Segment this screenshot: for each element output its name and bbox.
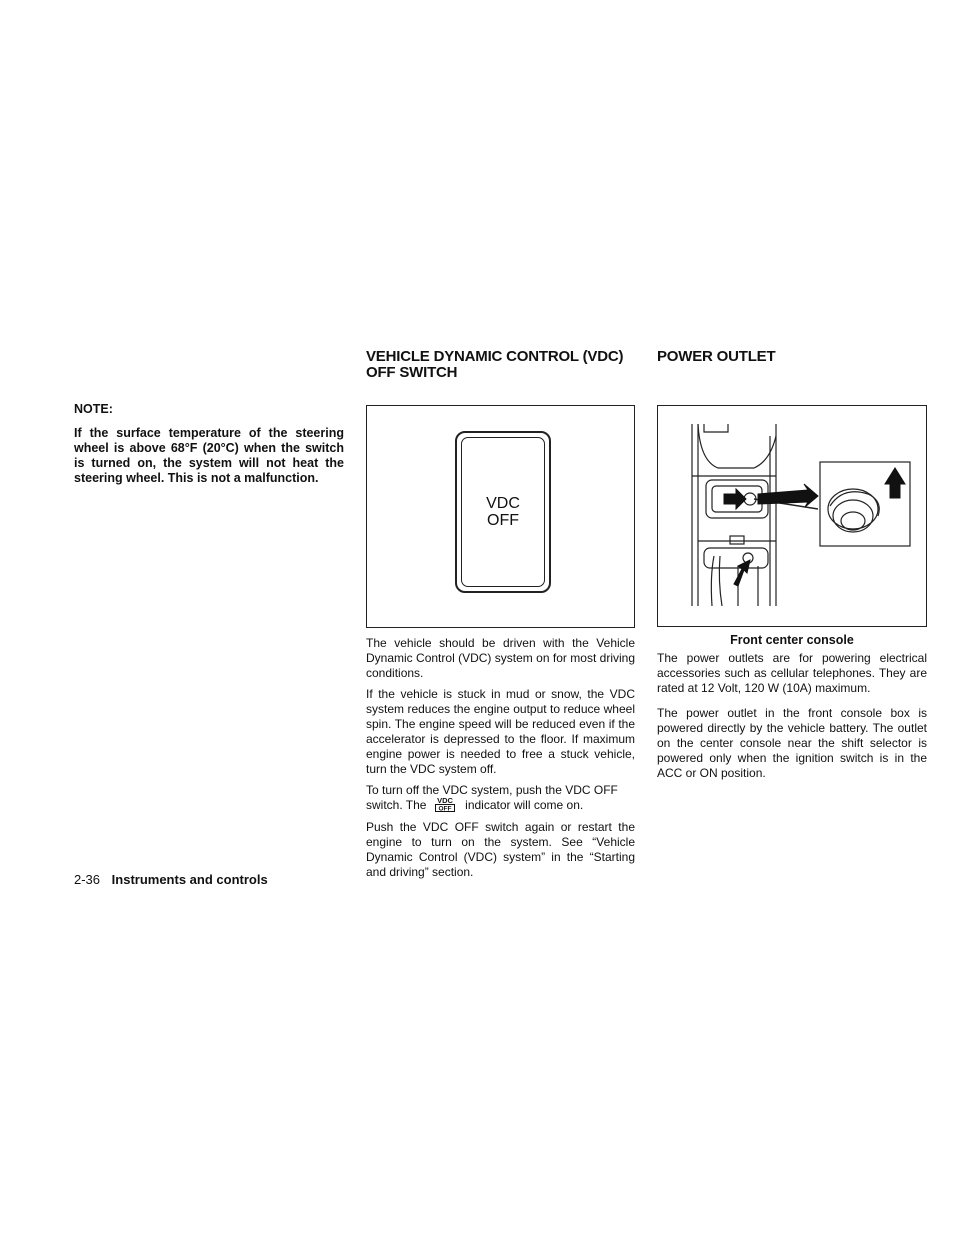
page-number: 2-36: [74, 872, 101, 887]
vdc-paragraph-3: [366, 783, 635, 814]
vdc-column: [366, 349, 635, 886]
vdc-switch-figure: [366, 405, 635, 628]
console-illustration: [658, 406, 926, 626]
vdc-heading-line2: OFF SWITCH: [366, 364, 458, 381]
vdc-switch-label-line1: VDC: [486, 495, 520, 512]
vdc-off-indicator-icon-top: VDC: [436, 796, 453, 805]
vdc-heading-line1: VEHICLE DYNAMIC CONTROL (VDC): [366, 348, 624, 365]
vdc-off-switch-illustration: [455, 431, 551, 593]
vdc-off-indicator-icon-bottom: OFF: [438, 805, 452, 812]
power-paragraph-1: The power outlets are for powering electrical accessories such as cellular telephones. They are rated at 12 Volt, 120 W (10A) maximum.: [657, 651, 927, 695]
power-paragraph-2: The power outlet in the front console box is powered directly by the vehicle battery. The outlet on the center console near the shift selector is powered only when the ignition switch is in the ACC or ON position.: [657, 706, 927, 780]
vdc-paragraph-2: If the vehicle is stuck in mud or snow, the VDC system reduces the engine output to reduce wheel spin. The engine speed will be reduced even if the accelerator is depressed to the floor. If maximum engine power is needed to free a stuck vehicle, turn the VDC system off.: [366, 687, 635, 776]
power-outlet-figure: [657, 405, 927, 627]
note-body: If the surface temperature of the steering wheel is above 68°F (20°C) when the switch is turned on, the system will not heat the steering wheel. This is not a malfunction.: [74, 426, 344, 485]
vdc-paragraph-3-after-icon: indicator will come on.: [465, 798, 584, 813]
vdc-switch-label: [457, 495, 549, 529]
power-outlet-heading: POWER OUTLET: [657, 348, 776, 365]
vdc-heading: [366, 349, 635, 383]
note-title: NOTE:: [74, 402, 113, 416]
vdc-switch-label-line2: OFF: [487, 512, 519, 529]
vdc-paragraph-3-line1: To turn off the VDC system, push the VDC OFF: [366, 783, 618, 797]
vdc-paragraph-3-before-icon: switch. The: [366, 798, 427, 813]
figure-caption: Front center console: [730, 633, 854, 647]
vdc-paragraph-4: Push the VDC OFF switch again or restart the engine to turn on the system. See “Vehicle Dynamic Control (VDC) system” in the “Starting and driving” section.: [366, 820, 635, 879]
note-column: [74, 402, 344, 486]
page-section-title: Instruments and controls: [111, 872, 268, 887]
vdc-paragraph-1: The vehicle should be driven with the Vehicle Dynamic Control (VDC) system on for most driving conditions.: [366, 636, 635, 680]
vdc-off-indicator-icon: [434, 796, 456, 812]
power-outlet-column: [657, 349, 927, 787]
page-footer: [74, 872, 268, 887]
